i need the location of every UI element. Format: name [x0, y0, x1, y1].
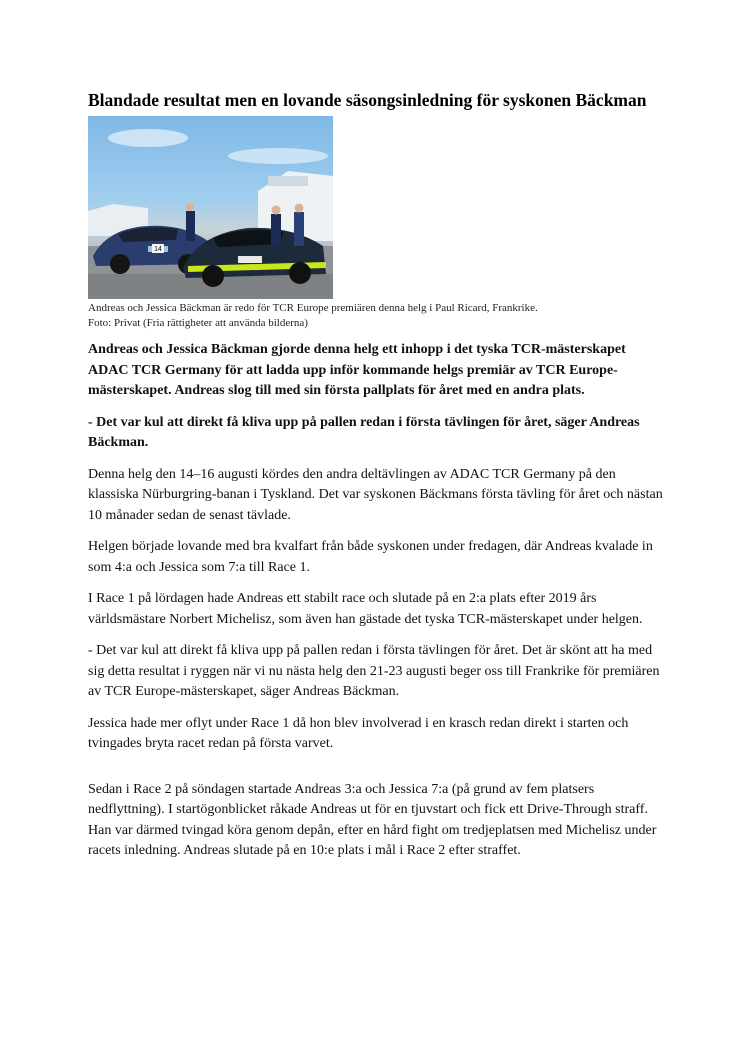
article [88, 90, 668, 862]
photo-credit: Foto: Privat (Fria rättigheter att använda bilderna) [88, 317, 308, 329]
photo-caption [88, 301, 668, 331]
body-paragraph: Sedan i Race 2 på söndagen startade Andreas 3:a och Jessica 7:a (på grund av fem platsers nedflyttning). I startögonblicket råkade Andreas ut för en tjuvstart och fick ett Drive-Through straff. Han var därmed tvingad köra genom depån, efter en hård fight om tredjeplatsen med Michelisz under racets inledning. Andreas slutade på en 10:e plats i mål i Race 2 efter straffet. [88, 781, 657, 858]
race-cars-photo [88, 116, 333, 299]
body-quote-paragraph: - Det var kul att direkt få kliva upp på pallen redan i första tävlingen för året. Det är skönt att ha med sig detta resultat i ryggen när vi nu nästa helg den 21-23 augusti beger oss till Frankrike för premiären av TCR Europe-mästerskapet, säger Andreas Bäckman. [88, 643, 660, 699]
article-photo [88, 116, 333, 299]
car-number: 14 [154, 246, 162, 253]
body-paragraph: Helgen började lovande med bra kvalfart från både syskonen under fredagen, där Andreas kvalade in som 4:a och Jessica som 7:a till Race 1. [88, 539, 653, 575]
article-title: Blandade resultat men en lovande säsongsinledning för syskonen Bäckman [88, 90, 647, 110]
body-paragraph: Denna helg den 14–16 augusti kördes den andra deltävlingen av ADAC TCR Germany på den klassiska Nürburgring-banan i Tyskland. Det var syskonen Bäckmans första tävling för året och nästan 10 månader sedan de senast tävlade. [88, 466, 663, 523]
caption-text: Andreas och Jessica Bäckman är redo för TCR Europe premiären denna helg i Paul Ricard, Frankrike. [88, 302, 538, 314]
body-paragraph: Jessica hade mer oflyt under Race 1 då hon blev involverad i en krasch redan direkt i starten och tvingades bryta racet redan på första varvet. [88, 715, 629, 751]
body-paragraph: I Race 1 på lördagen hade Andreas ett stabilt race och slutade på en 2:a plats efter 2019 års världsmästare Norbert Michelisz, som även han gästade det tyska TCR-mästerskapet under helgen. [88, 591, 643, 627]
lead-quote: - Det var kul att direkt få kliva upp på pallen redan i första tävlingen för året, säger Andreas Bäckman. [88, 414, 640, 450]
lead-paragraph: Andreas och Jessica Bäckman gjorde denna helg ett inhopp i det tyska TCR-mästerskapet ADAC TCR Germany för att ladda upp inför kommande helgs premiär av TCR Europe-mästerskapet. Andreas slog till med sin första pallplats för året med en andra plats. [88, 342, 626, 398]
